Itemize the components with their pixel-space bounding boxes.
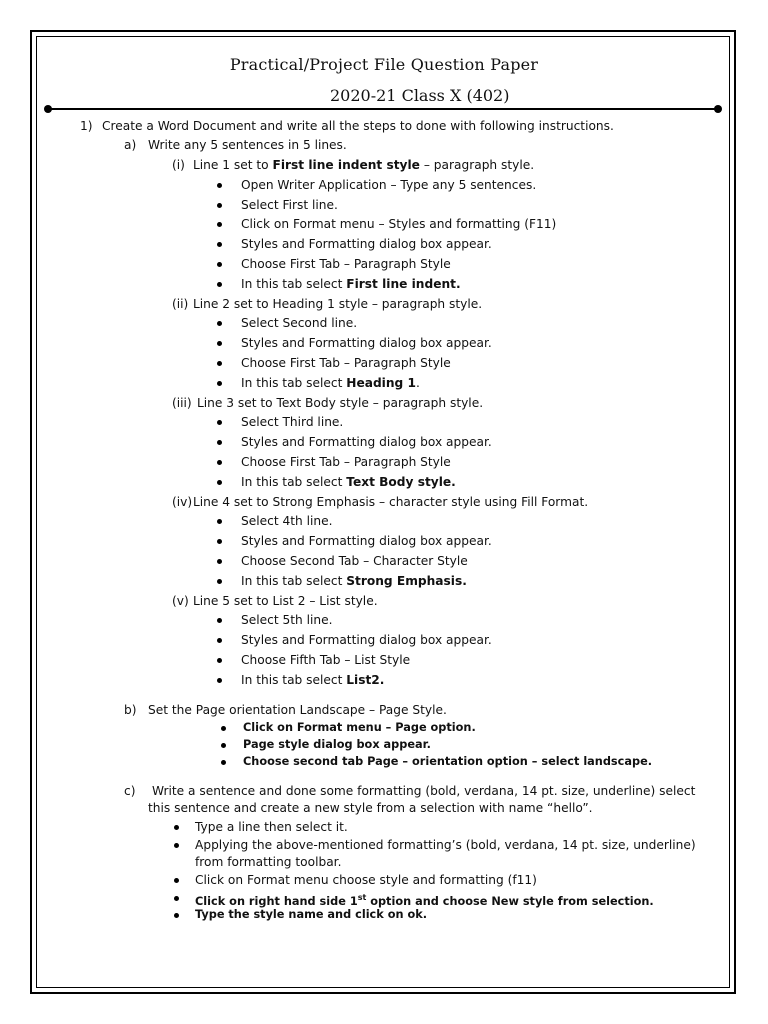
text-run: Select Third line. bbox=[241, 415, 344, 430]
bullet-icon bbox=[174, 878, 179, 883]
bullet-icon bbox=[221, 726, 226, 731]
sub-item-label bbox=[172, 296, 188, 312]
divider-end-dot-right bbox=[714, 105, 722, 113]
step-item bbox=[241, 177, 536, 193]
step-item bbox=[241, 612, 332, 628]
bullet-icon bbox=[217, 262, 222, 267]
part-text-line bbox=[152, 783, 695, 799]
text-run: List2. bbox=[346, 672, 385, 687]
text-run: (iii) bbox=[172, 395, 192, 410]
bullet-icon bbox=[217, 460, 222, 465]
bullet-icon bbox=[217, 480, 222, 485]
step-item bbox=[241, 355, 451, 371]
text-run: st bbox=[357, 893, 367, 902]
text-run: Strong Emphasis. bbox=[346, 573, 467, 588]
page-title: Practical/Project File Question Paper bbox=[229, 55, 539, 74]
text-run: In this tab select bbox=[241, 474, 347, 489]
step-item bbox=[241, 375, 420, 391]
part-text bbox=[148, 702, 447, 718]
step-item bbox=[195, 872, 537, 888]
bullet-icon bbox=[217, 381, 222, 386]
step-item bbox=[195, 837, 696, 853]
text-run: Create a Word Document and write all the steps to done with following instructions. bbox=[102, 119, 614, 133]
text-run: option and choose New style from selection. bbox=[366, 894, 654, 908]
text-run: (ii) bbox=[172, 296, 189, 311]
text-run: this sentence and create a new style from a selection with name “hello”. bbox=[148, 801, 593, 815]
text-run: Styles and Formatting dialog box appear. bbox=[241, 633, 492, 648]
sub-item-label bbox=[172, 395, 192, 411]
text-run: Select First line. bbox=[241, 197, 338, 212]
text-run: Text Body style. bbox=[346, 474, 456, 489]
step-item bbox=[241, 197, 338, 213]
sub-item-heading bbox=[193, 494, 588, 510]
header-divider bbox=[48, 108, 718, 110]
text-run: Set the Page orientation Landscape – Page Style. bbox=[148, 703, 447, 717]
step-item bbox=[241, 236, 492, 252]
text-run: In this tab select bbox=[241, 375, 347, 390]
part-label bbox=[124, 137, 136, 153]
step-item bbox=[241, 256, 451, 272]
text-run: Choose First Tab – Paragraph Style bbox=[241, 356, 451, 370]
step-item bbox=[241, 632, 492, 648]
text-run: from formatting toolbar. bbox=[195, 855, 342, 869]
text-run: First line indent. bbox=[346, 276, 461, 291]
text-run: Choose Fifth Tab – List Style bbox=[241, 653, 411, 667]
text-run: (iv) bbox=[172, 494, 193, 509]
bullet-icon bbox=[217, 361, 222, 366]
text-run: c) bbox=[124, 784, 136, 798]
text-run: – paragraph style. bbox=[419, 158, 535, 172]
part-text bbox=[148, 137, 347, 153]
step-item-continued bbox=[195, 854, 341, 870]
question-number bbox=[80, 118, 93, 134]
step-item bbox=[195, 907, 427, 923]
text-run: Page style dialog box appear. bbox=[243, 738, 431, 751]
step-item bbox=[241, 335, 492, 351]
bullet-icon bbox=[217, 678, 222, 683]
text-run: . bbox=[415, 375, 420, 390]
text-run: In this tab select bbox=[241, 672, 347, 687]
step-item bbox=[195, 819, 348, 835]
text-run: Choose First Tab – Paragraph Style bbox=[241, 257, 451, 271]
text-run: Type a line then select it. bbox=[195, 820, 348, 834]
bullet-icon bbox=[221, 743, 226, 748]
bullet-icon bbox=[217, 183, 222, 188]
text-run: (i) bbox=[172, 158, 185, 172]
text-run: Choose second tab Page – orientation option – select landscape. bbox=[243, 755, 653, 768]
text-run: Type the style name and click on ok. bbox=[195, 908, 428, 921]
sub-item-heading bbox=[193, 157, 534, 173]
step-item bbox=[243, 737, 431, 753]
sub-item-label bbox=[172, 494, 192, 510]
text-run: a) bbox=[124, 138, 137, 152]
text-run: Choose Second Tab – Character Style bbox=[241, 554, 468, 568]
step-item bbox=[241, 216, 556, 232]
sub-item-label bbox=[172, 157, 185, 173]
text-run: Click on Format menu – Page option. bbox=[243, 721, 476, 734]
text-run: (v) bbox=[172, 593, 189, 608]
step-item bbox=[241, 652, 410, 668]
step-item bbox=[241, 513, 332, 529]
step-item bbox=[243, 754, 652, 770]
text-run: Styles and Formatting dialog box appear. bbox=[241, 534, 492, 549]
bullet-icon bbox=[217, 579, 222, 584]
text-run: Line 5 set to List 2 – List style. bbox=[193, 593, 378, 608]
bullet-icon bbox=[217, 559, 222, 564]
sub-item-heading bbox=[193, 593, 378, 609]
text-run: Open Writer Application – Type any 5 sentences. bbox=[241, 177, 537, 192]
text-run: Line 3 set to Text Body style – paragraph style. bbox=[197, 395, 484, 410]
text-run: Click on right hand side 1 bbox=[195, 894, 358, 908]
text-run: In this tab select bbox=[241, 276, 347, 291]
part-label bbox=[124, 702, 137, 718]
text-run: Styles and Formatting dialog box appear. bbox=[241, 237, 492, 252]
text-run: 1) bbox=[80, 119, 93, 133]
sub-item-heading bbox=[193, 296, 482, 312]
sub-item-heading bbox=[197, 395, 483, 411]
question-text bbox=[102, 118, 614, 134]
bullet-icon bbox=[174, 843, 179, 848]
step-item bbox=[241, 533, 492, 549]
step-item bbox=[241, 672, 384, 688]
text-run: Line 1 set to bbox=[193, 158, 273, 172]
text-run: In this tab select bbox=[241, 573, 347, 588]
step-item bbox=[241, 434, 492, 450]
step-item bbox=[241, 454, 451, 470]
page-subtitle: 2020-21 Class X (402) bbox=[330, 86, 510, 105]
text-run: Write any 5 sentences in 5 lines. bbox=[148, 138, 347, 152]
bullet-icon bbox=[217, 658, 222, 663]
part-text-line bbox=[148, 800, 593, 816]
text-run: Heading 1 bbox=[346, 375, 416, 390]
text-run: First line indent style bbox=[272, 158, 420, 172]
text-run: Line 4 set to Strong Emphasis – character style using Fill Format. bbox=[193, 494, 589, 509]
bullet-icon bbox=[174, 825, 179, 830]
text-run: Choose First Tab – Paragraph Style bbox=[241, 455, 451, 469]
text-run: Click on Format menu choose style and formatting (f11) bbox=[195, 872, 537, 887]
step-item bbox=[243, 720, 476, 736]
step-item bbox=[241, 414, 343, 430]
text-run: Select Second line. bbox=[241, 316, 358, 331]
bullet-icon bbox=[221, 760, 226, 765]
text-run: Styles and Formatting dialog box appear. bbox=[241, 435, 492, 450]
bullet-icon bbox=[174, 896, 179, 901]
bullet-icon bbox=[174, 913, 179, 918]
step-item bbox=[241, 315, 357, 331]
bullet-icon bbox=[217, 282, 222, 287]
bullet-icon bbox=[217, 203, 222, 208]
step-item bbox=[241, 276, 461, 292]
text-run: Styles and Formatting dialog box appear. bbox=[241, 336, 492, 351]
sub-item-label bbox=[172, 593, 189, 609]
step-item bbox=[241, 573, 467, 589]
text-run: Select 5th line. bbox=[241, 613, 333, 628]
text-run: Select 4th line. bbox=[241, 514, 333, 529]
divider-end-dot-left bbox=[44, 105, 52, 113]
text-run: Write a sentence and done some formatting (bold, verdana, 14 pt. size, underline) select bbox=[152, 784, 696, 798]
part-label bbox=[124, 783, 135, 799]
text-run: Click on Format menu – Styles and formatting (F11) bbox=[241, 217, 557, 232]
step-item bbox=[241, 553, 468, 569]
text-run: b) bbox=[124, 703, 137, 717]
step-item bbox=[241, 474, 456, 490]
text-run: Line 2 set to Heading 1 style – paragraph style. bbox=[193, 296, 483, 311]
text-run: Applying the above-mentioned formatting’s (bold, verdana, 14 pt. size, underline) bbox=[195, 837, 696, 852]
